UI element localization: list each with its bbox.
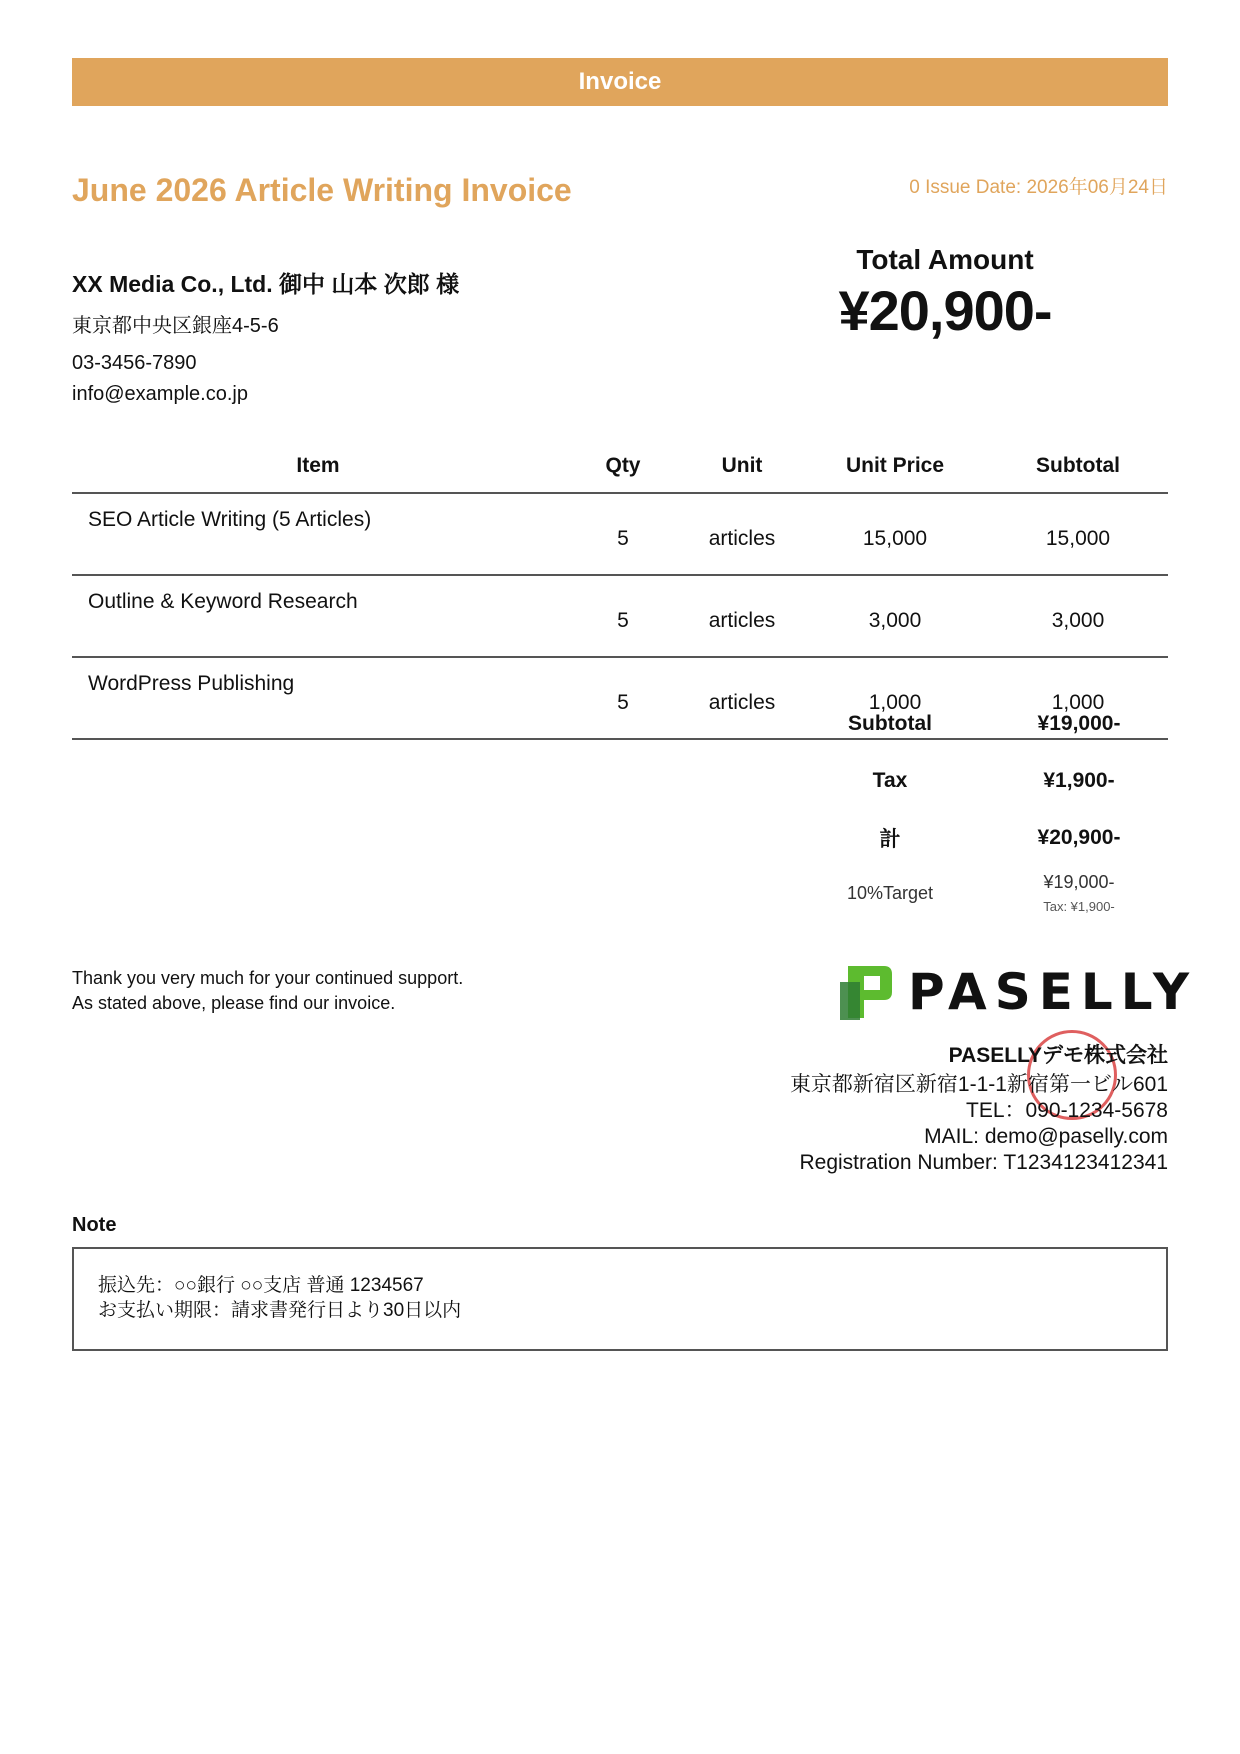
- row-subtotal: 15,000: [988, 493, 1168, 575]
- table-row: [72, 575, 1168, 657]
- row-unit-price: 1,000: [802, 657, 988, 739]
- summary-subtotal-row: [790, 695, 1168, 752]
- client-address: 東京都中央区銀座4-5-6: [72, 315, 279, 337]
- row-unit: articles: [682, 657, 802, 739]
- row-item: Outline & Keyword Research: [72, 575, 564, 657]
- thanks-message: [72, 966, 463, 1016]
- header-item: Item: [72, 440, 564, 493]
- header-subtotal: Subtotal: [988, 440, 1168, 493]
- paselly-logo-icon: [838, 962, 894, 1022]
- page-title: June 2026 Article Writing Invoice: [72, 172, 572, 208]
- tax-target-tax: Tax: ¥1,900-: [1043, 899, 1115, 914]
- table-row: [72, 493, 1168, 575]
- row-unit: articles: [682, 575, 802, 657]
- row-qty: 5: [564, 493, 682, 575]
- note-line-1: 振込先：○○銀行 ○○支店 普通 1234567: [98, 1275, 424, 1296]
- row-unit-price: 3,000: [802, 575, 988, 657]
- row-qty: 5: [564, 657, 682, 739]
- row-item: SEO Article Writing (5 Articles): [72, 493, 564, 575]
- thanks-line-2: As stated above, please find our invoice.: [72, 993, 396, 1013]
- row-subtotal: 3,000: [988, 575, 1168, 657]
- row-qty: 5: [564, 575, 682, 657]
- banner-title: Invoice: [578, 68, 662, 95]
- summary-tax-row: [790, 752, 1168, 809]
- invoice-banner: [72, 58, 1168, 106]
- issuer-address: 東京都新宿区新宿1-1-1新宿第一ビル601: [789, 1073, 1168, 1096]
- issuer-name: PASELLYデモ株式会社: [948, 1044, 1168, 1067]
- issuer-registration: Registration Number: T1234123412341: [799, 1151, 1168, 1174]
- note-label: Note: [72, 1214, 117, 1236]
- header-unit-price: Unit Price: [802, 440, 988, 493]
- table-header-row: [72, 440, 1168, 493]
- note-box: [72, 1247, 1168, 1351]
- company-logo: [838, 962, 1197, 1022]
- row-unit: articles: [682, 493, 802, 575]
- tax-target-label: 10%Target: [846, 882, 934, 903]
- issuer-mail: MAIL: demo@paselly.com: [924, 1125, 1168, 1148]
- issuer-tel: TEL：090-1234-5678: [966, 1099, 1168, 1122]
- summary-total-label: 計: [879, 827, 901, 851]
- total-amount-block: [790, 244, 1100, 343]
- summary-subtotal-label: Subtotal: [848, 711, 932, 735]
- logo-wordmark: PASELLY: [908, 963, 1198, 1021]
- client-phone: 03-3456-7890: [72, 352, 197, 374]
- row-item: WordPress Publishing: [72, 657, 564, 739]
- summary-total-row: [790, 809, 1168, 866]
- summary-block: [790, 695, 1168, 914]
- total-amount-value: ¥20,900-: [838, 279, 1052, 342]
- issue-date: 0 Issue Date: 2026年06月24日: [909, 177, 1168, 198]
- issuer-info: [790, 1040, 1168, 1176]
- summary-total-value: ¥20,900-: [1037, 825, 1121, 849]
- row-subtotal: 1,000: [988, 657, 1168, 739]
- summary-subtotal-value: ¥19,000-: [1037, 711, 1121, 735]
- header-unit: Unit: [682, 440, 802, 493]
- tax-target-values: [990, 872, 1168, 914]
- client-name: XX Media Co., Ltd. 御中 山本 次郎 様: [72, 271, 460, 297]
- thanks-line-1: Thank you very much for your continued support.: [72, 968, 464, 988]
- row-unit-price: 15,000: [802, 493, 988, 575]
- client-email: info@example.co.jp: [72, 383, 248, 405]
- summary-tax-value: ¥1,900-: [1043, 768, 1115, 792]
- client-info: [72, 266, 459, 410]
- note-line-2: お支払い期限：請求書発行日より30日以内: [98, 1300, 462, 1321]
- summary-tax-label: Tax: [872, 768, 908, 792]
- tax-target-row: [790, 872, 1168, 914]
- tax-target-amount: ¥19,000-: [1043, 872, 1115, 892]
- total-amount-label: Total Amount: [856, 244, 1034, 275]
- header-qty: Qty: [564, 440, 682, 493]
